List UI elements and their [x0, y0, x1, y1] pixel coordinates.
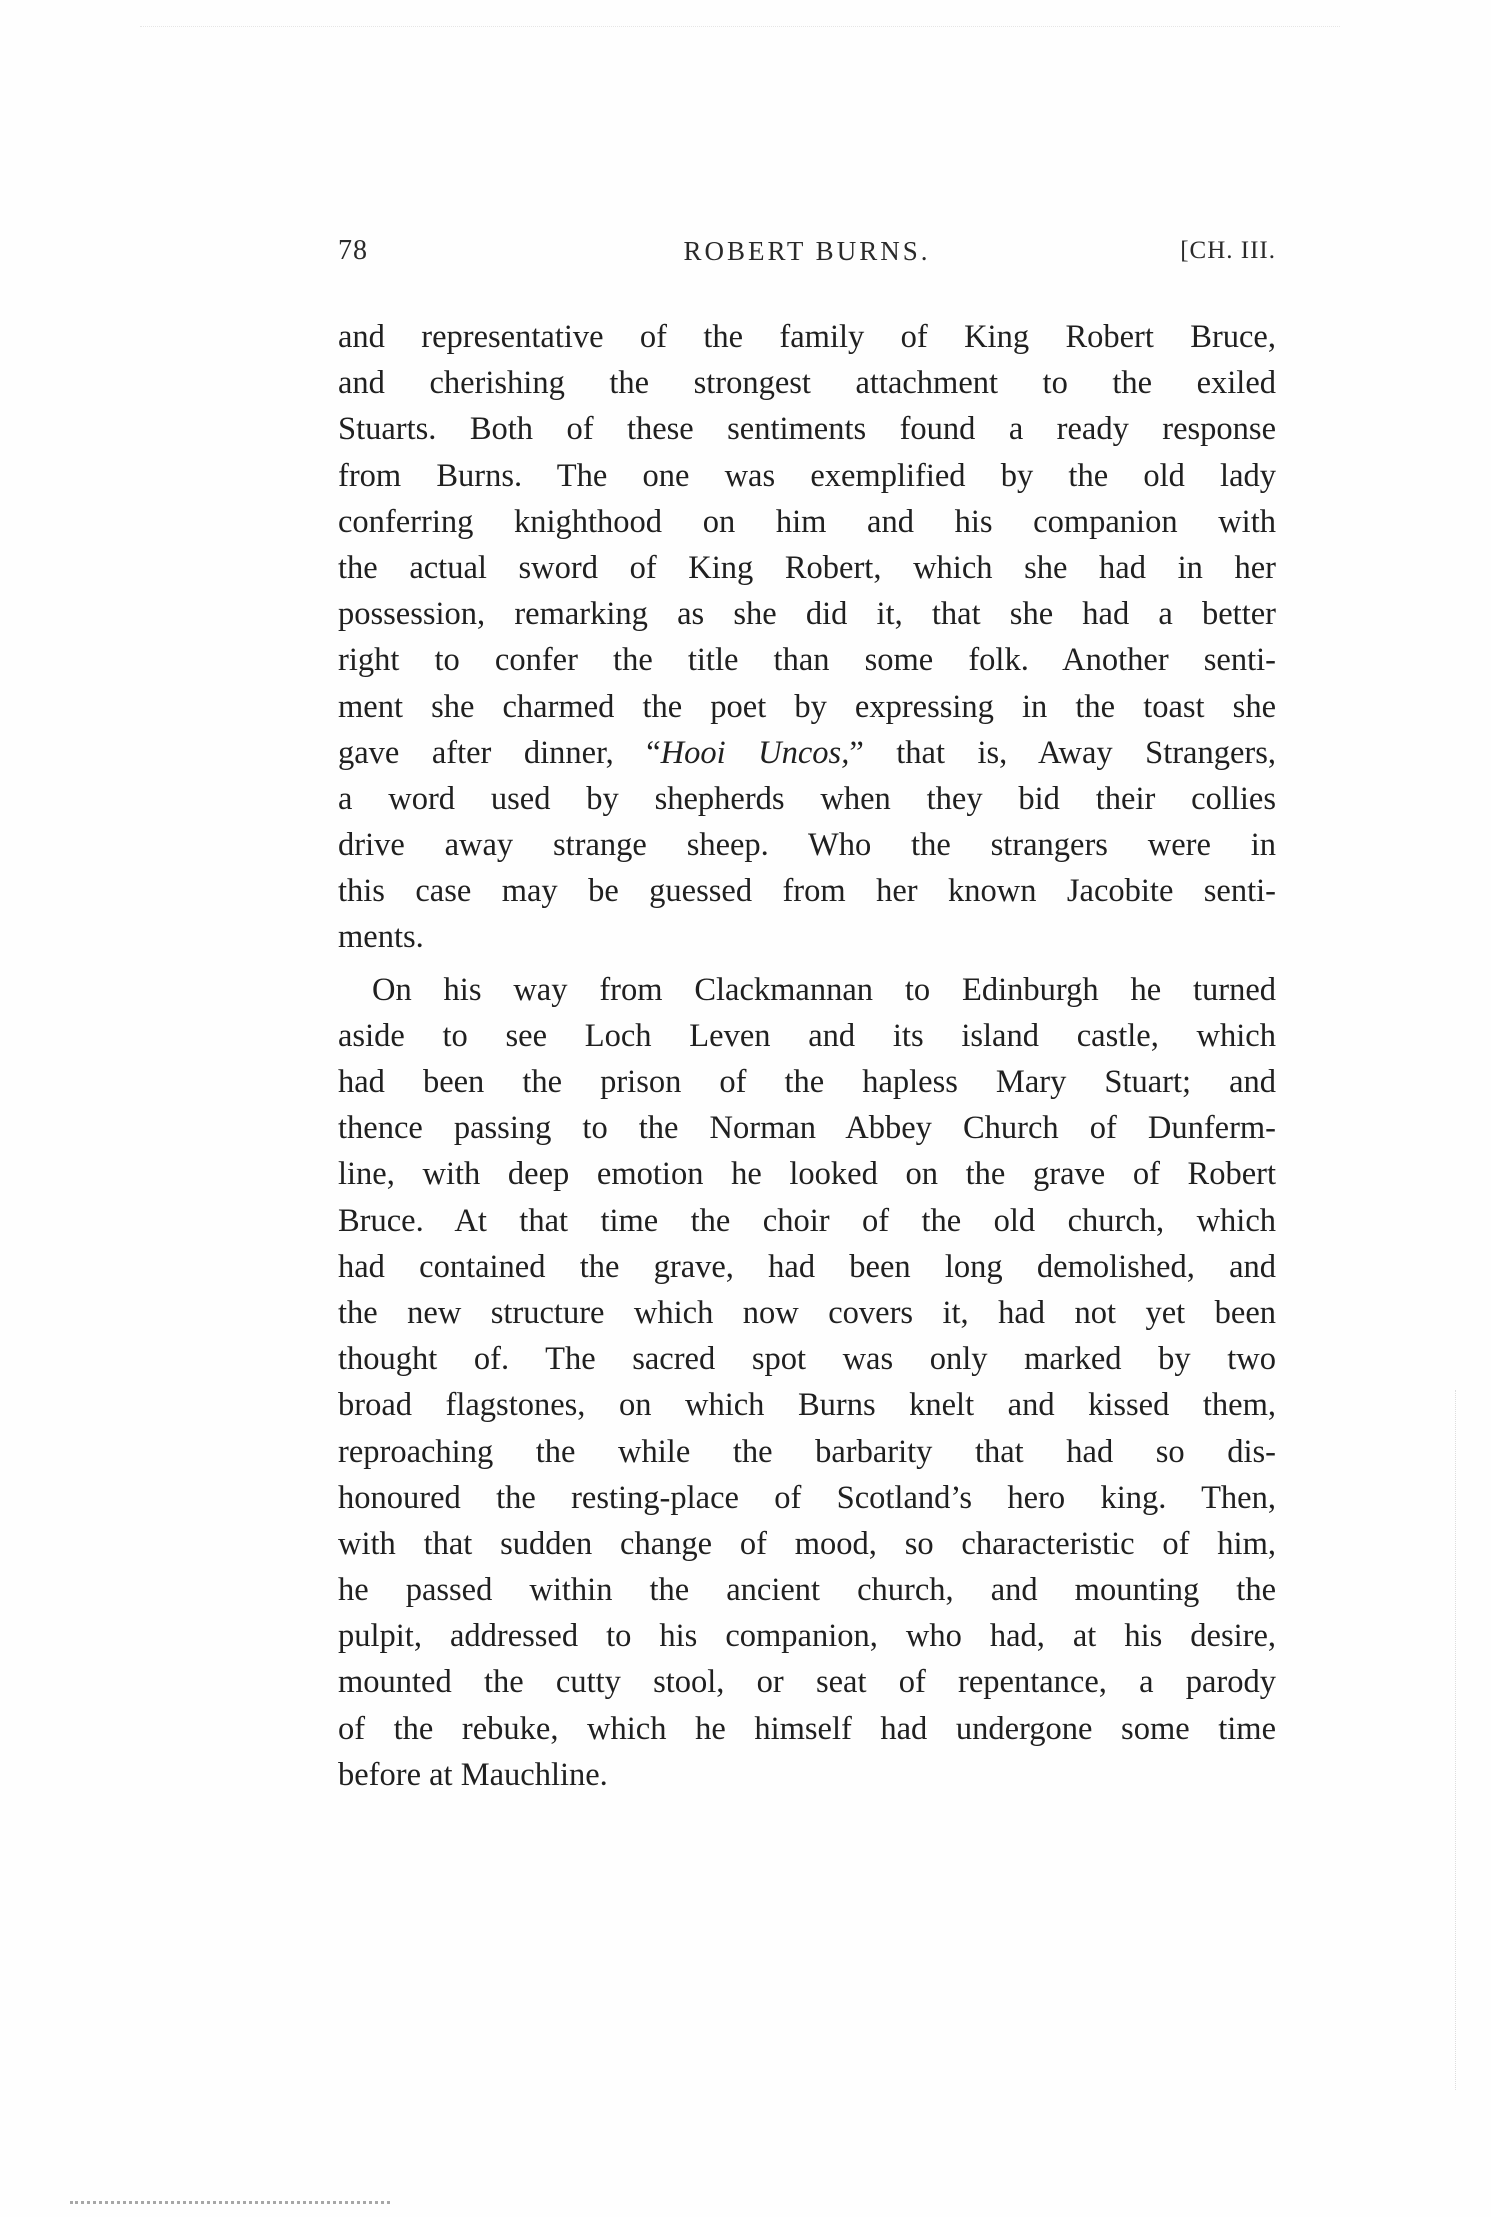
text-line: mounted the cutty stool, or seat of repentance, a parody — [338, 1664, 1276, 1701]
running-head — [338, 231, 1276, 271]
text-line: a word used by shepherds when they bid their collies — [338, 780, 1276, 817]
text-line: the new structure which now covers it, had not yet been — [338, 1294, 1276, 1331]
text-line: with that sudden change of mood, so characteristic of him, — [338, 1525, 1276, 1562]
running-title: ROBERT BURNS. — [683, 236, 931, 266]
text-line: had been the prison of the hapless Mary Stuart; and — [338, 1064, 1276, 1100]
text-line: Stuarts. Both of these sentiments found a ready response — [338, 411, 1276, 448]
page-speckle-top — [140, 26, 1340, 35]
text-line: ment she charmed the poet by expressing in the toast she — [338, 688, 1276, 725]
text-line: right to confer the title than some folk. Another senti- — [338, 642, 1276, 679]
text-line: conferring knighthood on him and his companion with — [338, 503, 1276, 540]
text-line: before at Mauchline. — [338, 1756, 608, 1793]
text-line: honoured the resting-place of Scotland’s hero king. Then, — [338, 1479, 1276, 1516]
text-segment: ” that is, Away Strangers, — [849, 734, 1276, 771]
text-line: line, with deep emotion he looked on the grave of Robert — [338, 1156, 1276, 1193]
text-line: reproaching the while the barbarity that had so dis- — [338, 1433, 1276, 1470]
text-line: Bruce. At that time the choir of the old church, which — [338, 1202, 1276, 1239]
text-segment: gave after dinner, “ — [338, 734, 661, 771]
paragraph-2 — [338, 967, 1276, 1798]
text-line: had contained the grave, had been long demolished, and — [338, 1248, 1276, 1285]
italic-phrase: Hooi Uncos, — [660, 734, 850, 771]
body-text — [338, 314, 1276, 1798]
text-line: On his way from Clackmannan to Edinburgh he turned — [372, 971, 1276, 1008]
text-line: of the rebuke, which he himself had undergone some time — [338, 1710, 1276, 1747]
text-line: aside to see Loch Leven and its island castle, which — [338, 1017, 1276, 1054]
text-line: and cherishing the strongest attachment to the exiled — [338, 365, 1276, 402]
chapter-reference: [CH. III. — [1180, 237, 1276, 264]
text-line: this case may be guessed from her known Jacobite senti- — [338, 873, 1276, 910]
page-number: 78 — [338, 235, 368, 266]
page-edge-rule — [70, 2201, 390, 2204]
text-line: possession, remarking as she did it, that she had a better — [338, 596, 1276, 633]
text-line: drive away strange sheep. Who the strangers were in — [338, 827, 1276, 864]
page-speckle-right — [1455, 1390, 1459, 2090]
text-line: ments. — [338, 919, 424, 956]
text-line: thought of. The sacred spot was only marked by two — [338, 1341, 1276, 1378]
text-line: and representative of the family of King Robert Bruce, — [338, 319, 1276, 355]
text-line: the actual sword of King Robert, which she had in her — [338, 549, 1276, 586]
text-line: pulpit, addressed to his companion, who had, at his desire, — [338, 1618, 1276, 1655]
text-line: he passed within the ancient church, and mounting the — [338, 1572, 1276, 1609]
text-line: from Burns. The one was exemplified by the old lady — [338, 457, 1276, 494]
text-line: broad flagstones, on which Burns knelt and kissed them, — [338, 1387, 1276, 1424]
text-line-with-italic — [338, 730, 1276, 776]
paragraph-1 — [338, 314, 1276, 961]
text-line: thence passing to the Norman Abbey Church of Dunferm- — [338, 1110, 1276, 1147]
